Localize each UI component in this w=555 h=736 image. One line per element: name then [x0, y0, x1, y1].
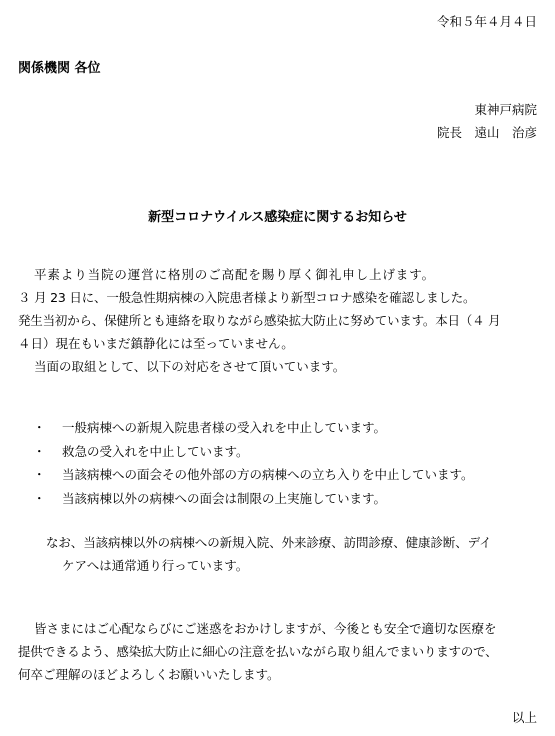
hospital-name: 東神戸病院	[474, 102, 537, 117]
list-item-text: 当該病棟以外の病棟への面会は制限の上実施しています。	[62, 491, 387, 506]
director-name: 院長 遠山 治彦	[436, 125, 537, 140]
body-line-5: 当面の取組として、以下の対応をさせて頂いています。	[34, 359, 346, 374]
bullet-marker: ・	[33, 467, 46, 482]
list-item-text: 救急の受入れを中止しています。	[62, 444, 249, 459]
notice-title: 新型コロナウイルス感染症に関するお知らせ	[148, 210, 407, 225]
list-item-text: 当該病棟への面会その他外部の方の病棟への立ち入りを中止しています。	[62, 467, 474, 482]
list-item-text: 一般病棟への新規入院患者様の受入れを中止しています。	[62, 420, 387, 435]
closing-line-3: 何卒ご理解のほどよろしくお願いいたします。	[18, 667, 280, 682]
body-line-4: ４日）現在もいまだ鎮静化には至っていません。	[18, 336, 294, 351]
note-line-1: なお、当該病棟以外の病棟への新規入院、外来診療、訪問診療、健康診断、デイ	[46, 535, 492, 550]
body-line-1: 平素より当院の運営に格別のご高配を賜り厚く御礼申し上げます。	[34, 267, 436, 282]
body-line-2: ３ 月 23 日に、一般急性期病棟の入院患者様より新型コロナ感染を確認しました。	[18, 290, 476, 305]
bullet-marker: ・	[33, 491, 46, 506]
document-date: 令和５年４月４日	[436, 14, 537, 29]
bullet-marker: ・	[33, 420, 46, 435]
closing-end-mark: 以上	[511, 710, 537, 725]
recipient-line: 関係機関 各位	[18, 61, 101, 76]
note-line-2: ケアへは通常通り行っています。	[62, 558, 249, 573]
body-line-3: 発生当初から、保健所とも連絡を取りながら感染拡大防止に努めています。本日（４ 月	[18, 313, 501, 328]
closing-line-1: 皆さまにはご心配ならびにご迷惑をおかけしますが、今後とも安全で適切な医療を	[34, 621, 497, 636]
closing-line-2: 提供できるよう、感染拡大防止に細心の注意を払いながら取り組んでまいりますので、	[18, 644, 498, 659]
bullet-marker: ・	[33, 444, 46, 459]
